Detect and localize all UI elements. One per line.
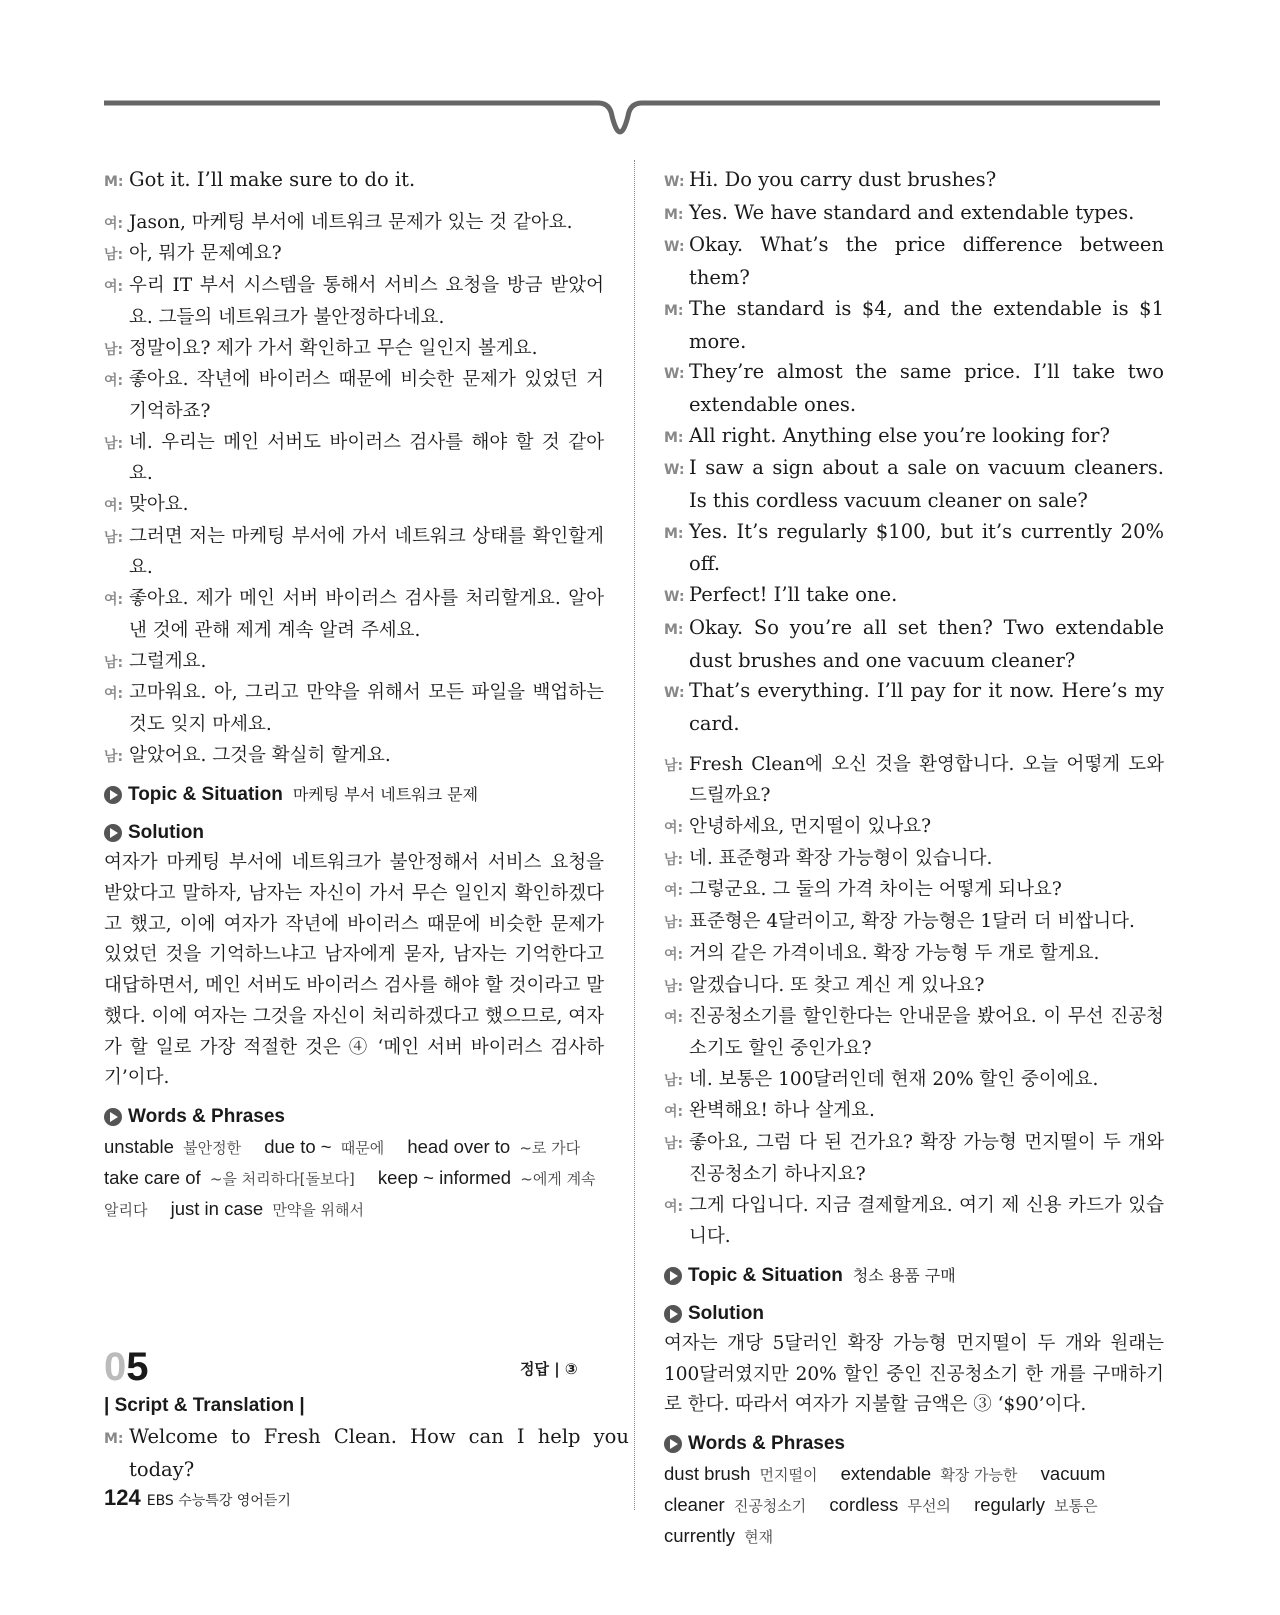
speaker-label: 남: <box>664 757 684 774</box>
dialogue-line <box>104 522 604 584</box>
line-text: 그럴게요. <box>129 650 207 672</box>
speaker-label: 여: <box>664 1010 684 1027</box>
dialogue-line <box>664 294 1164 357</box>
dialogue-line <box>104 271 604 333</box>
line-text: 안녕하세요, 먼지떨이 있나요? <box>689 816 932 838</box>
speaker-label: 남: <box>104 748 124 765</box>
dialogue-line <box>664 907 1164 939</box>
line-text: 고마워요. 아, 그리고 만약을 위해서 모든 파일을 백업하는 것도 잊지 마세요. <box>129 682 604 735</box>
korean-translation <box>104 208 604 773</box>
speaker-label: 여: <box>664 1198 684 1215</box>
play-bullet-icon <box>104 786 122 804</box>
dialogue-line <box>104 490 604 522</box>
word-meaning: 때문에 <box>340 1138 385 1157</box>
words-list <box>664 1459 1164 1552</box>
speaker-label: M: <box>104 174 124 190</box>
line-text: 우리 IT 부서 시스템을 통해서 서비스 요청을 방금 받았어요. 그들의 네트워크가 불안정하다네요. <box>129 275 604 328</box>
word-term: cordless <box>829 1494 899 1516</box>
line-text: 좋아요, 그럼 다 된 건가요? 확장 가능형 먼지떨이 두 개와 진공청소기 하나지요? <box>689 1132 1164 1185</box>
line-text: I saw a sign about a sale on vacuum cleaners. Is this cordless vacuum cleaner on sale? <box>689 456 1164 513</box>
speaker-label: 여: <box>664 820 684 837</box>
dialogue-line <box>664 613 1164 676</box>
dialogue-line <box>104 208 604 240</box>
speaker-label: 여: <box>104 215 124 232</box>
line-text: Perfect! I’ll take one. <box>689 583 898 607</box>
dialogue-line <box>664 971 1164 1003</box>
dialogue-line <box>664 1065 1164 1097</box>
speaker-label: M: <box>664 206 684 223</box>
play-bullet-icon <box>664 1435 682 1453</box>
dialogue-line <box>664 875 1164 907</box>
korean-translation <box>664 750 1164 1253</box>
line-text: 알았어요. 그것을 확실히 할게요. <box>129 744 391 766</box>
word-meaning: 현재 <box>744 1528 774 1547</box>
speaker-label: 남: <box>104 435 124 452</box>
solution-text: 여자는 개당 5달러인 확장 가능형 먼지떨이 두 개와 원래는 100달러였지만 20% 할인 중인 진공청소기 한 개를 구매하기로 한다. 따라서 여자가 지불할 금액은 ③ ‘$90’이다. <box>664 1332 1164 1416</box>
dialogue-line <box>664 676 1164 739</box>
line-text: 네. 우리는 메인 서버도 바이러스 검사를 해야 할 것 같아요. <box>129 431 604 485</box>
dialogue-line <box>104 428 604 490</box>
dialogue-line <box>664 421 1164 454</box>
speaker-label: W: <box>664 685 685 702</box>
line-text: That’s everything. I’ll pay for it now. Here’s my card. <box>689 679 1164 735</box>
word-term: just in case <box>170 1197 264 1219</box>
dialogue-line <box>104 365 604 427</box>
line-text: Hi. Do you carry dust brushes? <box>689 168 997 191</box>
dialogue-line <box>664 750 1164 812</box>
speaker-label: W: <box>664 462 685 479</box>
word-meaning: 무선의 <box>907 1497 951 1516</box>
play-bullet-icon <box>664 1267 682 1285</box>
line-text: 맞아요. <box>129 494 189 516</box>
line-text: They’re almost the same price. I’ll take two extendable ones. <box>689 360 1164 416</box>
topic-heading: Topic & Situation 청소 용품 구매 <box>664 1261 1164 1291</box>
line-text: The standard is $4, and the extendable is $1 more. <box>689 296 1164 353</box>
speaker-label: 여: <box>104 498 124 515</box>
answer-label: 정답 | ③ <box>520 1360 578 1378</box>
dialogue-line <box>664 1002 1164 1064</box>
speaker-label: W: <box>664 174 685 190</box>
line-text: Yes. We have standard and extendable types. <box>689 200 1135 224</box>
word-term: dust brush <box>664 1463 751 1485</box>
speaker-label: 남: <box>664 851 684 868</box>
dialogue-line <box>664 1191 1164 1253</box>
line-text: Yes. It’s regularly $100, but it’s currently 20% off. <box>689 519 1164 576</box>
dialogue-line <box>104 584 604 646</box>
speaker-label: 남: <box>664 1136 684 1153</box>
topic-heading: Topic & Situation 마케팅 부서 네트워크 문제 <box>104 780 604 810</box>
word-term: vacuum cleaner <box>664 1463 1106 1516</box>
speaker-label: 남: <box>104 247 124 264</box>
line-text: 그러면 저는 마케팅 부서에 가서 네트워크 상태를 확인할게요. <box>129 525 604 579</box>
dialogue-line <box>664 453 1164 516</box>
word-term: currently <box>664 1525 735 1547</box>
header-rule <box>104 98 1160 138</box>
speaker-label: 남: <box>104 341 124 358</box>
question-number: 05 <box>104 1345 149 1389</box>
script-heading: | Script & Translation | <box>104 1395 305 1416</box>
line-text: 진공청소기를 할인한다는 안내문을 봤어요. 이 무선 진공청소기도 할인 중인가요? <box>689 1006 1164 1059</box>
word-term: due to ~ <box>264 1135 332 1157</box>
dialogue-line <box>664 844 1164 876</box>
dialogue-line <box>664 198 1164 231</box>
word-meaning: 만약을 위해서 <box>272 1200 365 1219</box>
line-text: 거의 같은 가격이네요. 확장 가능형 두 개로 할게요. <box>689 942 1100 964</box>
speaker-label: 남: <box>104 654 124 671</box>
dialogue-line: M: Welcome to Fresh Clean. How can I help you today? <box>104 1425 629 1481</box>
play-bullet-icon <box>664 1305 682 1323</box>
word-term: keep ~ informed <box>377 1166 512 1188</box>
speaker-label: W: <box>664 366 685 383</box>
dialogue-line <box>104 334 604 366</box>
dialogue-line <box>664 230 1164 293</box>
solution-text: 여자가 마케팅 부서에 네트워크가 불안정해서 서비스 요청을 받았다고 말하자, 남자는 자신이 가서 무슨 일인지 확인하겠다고 했고, 이에 여자가 작년에 바이러스 때문에 비슷한 문제가 있었던 것을 기억하느냐고 남자에게 묻자, 남자는 기억한다고 대답하면서, 메인 서버도 바이러스 검사를 해야 할 것이라고 말했다. 이에 여자는 그것을 자신이 처리하겠다고 했으므로, 여자가 할 일로 가장 적절한 것은 ④ ‘메인 서버 바이러스 검사하기’이다. <box>104 852 604 1089</box>
dialogue-line <box>664 357 1164 420</box>
line-text: 네. 표준형과 확장 가능형이 있습니다. <box>689 847 993 869</box>
dialogue-line <box>104 741 604 773</box>
speaker-label: 여: <box>664 883 684 900</box>
play-bullet-icon <box>104 1108 122 1126</box>
word-meaning: 먼지떨이 <box>759 1466 818 1485</box>
line-text: 그렇군요. 그 둘의 가격 차이는 어떻게 되나요? <box>689 879 1062 901</box>
speaker-label: W: <box>664 589 685 606</box>
speaker-label: 여: <box>664 946 684 963</box>
dialogue-line <box>104 239 604 271</box>
line-text: All right. Anything else you’re looking for? <box>689 423 1110 447</box>
dialogue-line <box>664 517 1164 580</box>
dialogue-line <box>664 165 1164 198</box>
solution-heading: Solution <box>664 1299 1164 1329</box>
play-bullet-icon <box>104 824 122 842</box>
word-term: regularly <box>974 1494 1046 1516</box>
dialogue-line <box>664 1128 1164 1190</box>
speaker-label: M: <box>664 302 684 319</box>
word-meaning: 불안정한 <box>183 1138 242 1157</box>
words-heading: Words & Phrases <box>664 1429 1164 1459</box>
words-heading: Words & Phrases <box>104 1102 604 1132</box>
dialogue-line <box>664 1096 1164 1128</box>
speaker-label: 여: <box>104 686 124 703</box>
speaker-label: 여: <box>664 1104 684 1121</box>
word-term: unstable <box>104 1135 174 1157</box>
line-text: 알겠습니다. 또 찾고 계신 게 있나요? <box>689 974 985 996</box>
line-text: Jason, 마케팅 부서에 네트워크 문제가 있는 것 같아요. <box>129 211 573 233</box>
word-meaning: 보통은 <box>1054 1497 1098 1516</box>
book-title: EBS 수능특강 영어듣기 <box>146 1493 291 1509</box>
dialogue-line: M: Got it. I’ll make sure to do it. <box>104 165 604 198</box>
line-text: 아, 뭐가 문제예요? <box>129 243 282 265</box>
line-text: 정말이요? 제가 가서 확인하고 무슨 일인지 볼게요. <box>129 337 538 359</box>
speaker-label: M: <box>664 429 684 446</box>
line-text: 완벽해요! 하나 살게요. <box>689 1100 875 1122</box>
solution-heading: Solution <box>104 818 604 848</box>
speaker-label: W: <box>664 239 685 256</box>
speaker-label: 여: <box>104 373 124 390</box>
speaker-label: 여: <box>104 592 124 609</box>
english-script <box>664 165 1164 740</box>
line-text: Okay. What’s the price difference between them? <box>689 233 1164 290</box>
page-number: 124 <box>104 1485 141 1510</box>
line-text: 표준형은 4달러이고, 확장 가능형은 1달러 더 비쌉니다. <box>689 911 1135 933</box>
word-meaning: ~을 처리하다[돌보다] <box>209 1169 355 1188</box>
speaker-label: M: <box>664 525 684 542</box>
left-column <box>104 165 604 1225</box>
dialogue-line <box>664 939 1164 971</box>
right-column <box>664 165 1164 1552</box>
speaker-label: 남: <box>664 1072 684 1089</box>
topic-value: 마케팅 부서 네트워크 문제 <box>292 785 479 805</box>
speaker-label: 남: <box>664 915 684 932</box>
word-term: take care of <box>104 1166 201 1188</box>
word-meaning: ~로 가다 <box>519 1138 581 1157</box>
speaker-label: M: <box>664 621 684 638</box>
dialogue-line <box>104 647 604 679</box>
dialogue-line <box>104 678 604 740</box>
speaker-label: M: <box>104 1431 124 1447</box>
word-meaning: 확장 가능한 <box>940 1466 1018 1485</box>
dialogue-line <box>664 812 1164 844</box>
speaker-label: 남: <box>664 978 684 995</box>
line-text: 좋아요. 작년에 바이러스 때문에 비슷한 문제가 있었던 거 기억하죠? <box>129 369 604 422</box>
words-list <box>104 1132 604 1225</box>
line-text: Fresh Clean에 오신 것을 환영합니다. 오늘 어떻게 도와드릴까요? <box>689 753 1164 807</box>
dialogue-line <box>664 580 1164 613</box>
page-footer <box>104 1485 291 1511</box>
line-text: Okay. So you’re all set then? Two extendable dust brushes and one vacuum cleaner? <box>689 615 1164 672</box>
word-term: extendable <box>840 1463 932 1485</box>
line-text: 그게 다입니다. 지금 결제할게요. 여기 제 신용 카드가 있습니다. <box>689 1194 1164 1248</box>
word-meaning: ~에게 계속 알리다 <box>104 1169 596 1219</box>
speaker-label: 여: <box>104 279 124 296</box>
topic-value: 청소 용품 구매 <box>852 1265 956 1285</box>
line-text: 좋아요. 제가 메인 서버 바이러스 검사를 처리할게요. 알아낸 것에 관해 제게 계속 알려 주세요. <box>129 588 604 641</box>
word-term: head over to <box>407 1135 511 1157</box>
word-meaning: 진공청소기 <box>733 1497 807 1516</box>
column-divider <box>634 160 635 1510</box>
speaker-label: 남: <box>104 529 124 546</box>
line-text: 네. 보통은 100달러인데 현재 20% 할인 중이에요. <box>689 1068 1099 1090</box>
